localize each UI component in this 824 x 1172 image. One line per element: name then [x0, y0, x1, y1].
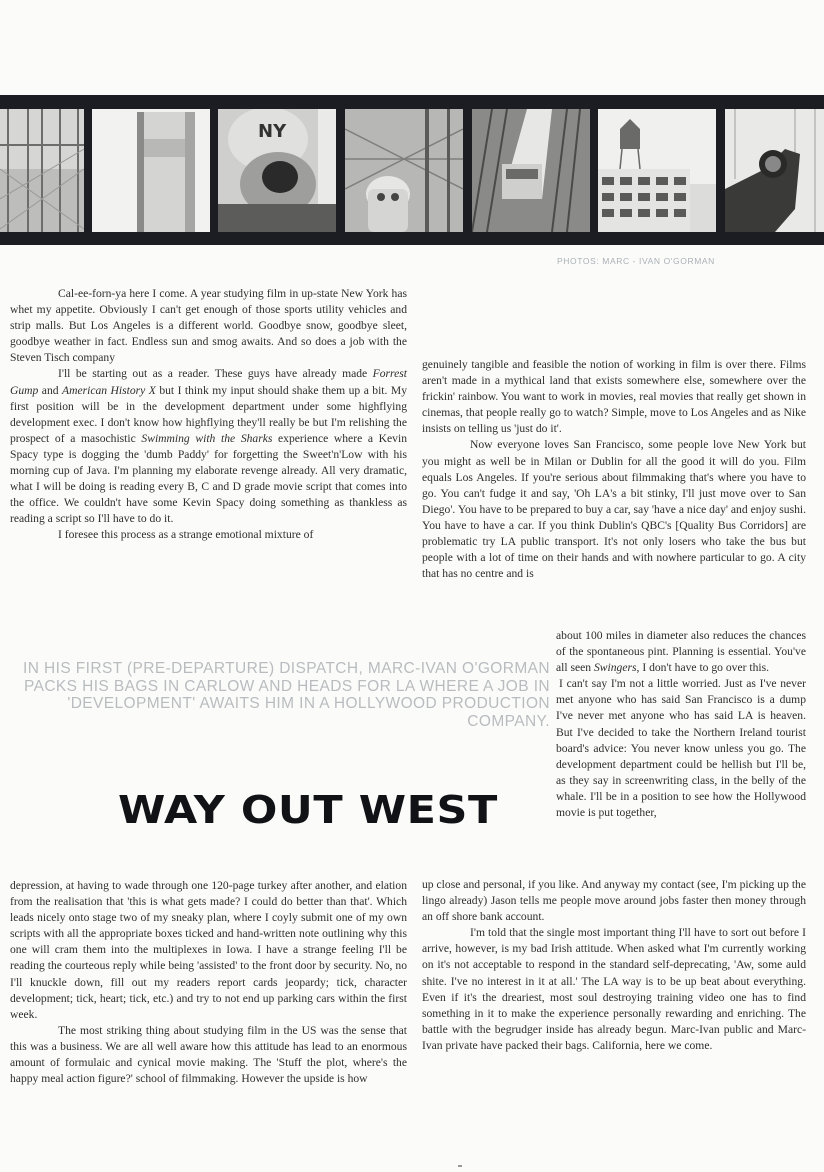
paragraph-tangible: genuinely tangible and feasible the notion of working in film is over there. Films aren't made in a mythical land that exists somewhere else, somewhere over the frickin' rainbow. You want to work in movies, real movies that really get shown in cinemas, that people really go to watch? Simple, move to Los Angeles and as Nike insists on telling us 'just do it'.: [422, 358, 806, 436]
photo-hand-camera-image: [725, 109, 824, 232]
article-column-left-lower: [10, 878, 407, 1087]
photo-frame-binoculars: [345, 109, 463, 232]
photo-window-grille-image: [0, 109, 84, 232]
article-standfirst: IN HIS FIRST (PRE-DEPARTURE) DISPATCH, MARC-IVAN O'GORMAN PACKS HIS BAGS IN CARLOW AND HEADS FOR LA WHERE A JOB IN 'DEVELOPMENT' AWAITS HIM IN A HOLLYWOOD PRODUCTION COMPANY.: [23, 660, 550, 730]
photo-frame-window-grille: [0, 109, 84, 232]
photo-binoculars-image: [345, 109, 463, 232]
article-column-right-lower: [422, 877, 806, 1054]
photo-frame-hand-camera: [725, 109, 824, 232]
photo-credit: PHOTOS: MARC - IVAN O'GORMAN: [557, 256, 715, 266]
paragraph-close-personal: up close and personal, if you like. And anyway my contact (see, I'm picking up the lingo already) Jason tells me people move around jobs faster then money through an off shore bank account.: [422, 878, 806, 924]
paragraph-reader-job: I'll be starting out as a reader. These guys have already made Forrest Gump and American History X but I think my input should shake them up a bit. My first position will be in the development department under some highflying development exec. I don't know how highflying they'll really be but I'm relishing the prospect of a masochistic Swimming with the Sharks experience where a Kevin Spacy type is dogging the 'dumb Paddy' for forgetting the Sweet'n'Low with his morning cup of Java. I'm planning my elaborate revenge already. All very dramatic, what I will be doing is reading every B, C and D grade movie script that comes into the office. We couldn't have some Kevin Spacy doing something as thankless as reading a script so I'll have to do it.: [10, 367, 407, 526]
photo-frame-water-tower: [598, 109, 716, 232]
paragraph-san-francisco: Now everyone loves San Francisco, some people love New York but you might as well be in Milan or Dublin for all the good it will do you. Film equals Los Angeles. If you're serious about filmmaking that's where you have to go. You can't fudge it and say, 'Oh LA's a bit stinky, I'll just move over to San Diego'. You have to be prepared to buy a car, say 'have a nice day' and enjoy sushi. You have to have a car. If you think Dublin's QBC's [Quality Bus Corridors] are problematic try LA public transport. It's not only losers who take the bus but people with a lot of time on their hands and with nowhere particular to go. A city that has no centre and is: [422, 438, 806, 581]
photo-elevated-train-image: [472, 109, 590, 232]
paragraph-foresee: I foresee this process as a strange emotional mixture of: [58, 528, 314, 542]
photo-frame-photographer-cap: [218, 109, 336, 232]
paragraph-depression: depression, at having to wade through one 120-page turkey after another, and elation from the realisation that 'this is what gets made? I could do better than that'. Which leads nicely onto stage two of my sneaky plan, where I coyly submit one of my own scripts with all the appropriate boxes ticked and hand-written note outlining why this one will cram them into the multiplexes in Iowa. I have a strange feeling I'll be reading the courteous reply while being 'assisted' to the front door by security. No, no I'll knuckle down, fill out my readers report cards jeopardy; tick, character development; tick, heart; tick, etc.) and try to not end up parking cars within the first week.: [10, 879, 407, 1021]
svg-text:NY: NY: [258, 121, 287, 142]
article-column-right-narrow: [556, 628, 806, 821]
photo-photographer-cap-image: [218, 109, 336, 232]
photo-frame-frosted-window: [92, 109, 210, 232]
paragraph-business: The most striking thing about studying film in the US was the sense that this was a business. We are all well aware how this attitude has lead to an enormous amount of formulaic and cynical movie making. The 'Stuff the plot, where's the happy meal action figure?' school of filmmaking. However the upside is how: [10, 1023, 407, 1086]
photo-frame-elevated-train: [472, 109, 590, 232]
article-headline: WAY OUT WEST: [118, 788, 498, 832]
film-title: Forrest Gump: [10, 367, 407, 397]
film-title: Swimming with the Sharks: [141, 431, 273, 445]
photo-water-tower-image: [598, 109, 716, 232]
photo-frosted-window-image: [92, 109, 210, 232]
article-column-right-upper: [422, 357, 806, 582]
film-title: Swingers: [594, 661, 637, 675]
article-column-left-upper: [10, 286, 407, 544]
paragraph-irish-attitude: I'm told that the single most important thing I'll have to sort out before I arrive, however, is my bad Irish attitude. When asked what I'm currently working on it's not acceptable to respond in the standard self-deprecating, 'Aw, some auld shite. I've no interest in it at all.' The LA way is to be up beat about everything. Even if it's the dreariest, most soul destroying training video one has to find something in it to make the experience personally rewarding and enriching. The battle with the begrudger inside has already begun. Marc-Ivan public and Marc-Ivan private have packed their bags. California, here we come.: [422, 926, 806, 1052]
page-mark: [458, 1165, 462, 1167]
paragraph-worried: I can't say I'm not a little worried. Just as I've never met anyone who has said San Francisco is a dump I've never met anyone who has said LA is heaven. But I've decided to take the Northern Ireland tourist board's advice: You never know unless you go. The development department could be hellish but I'll be, as they say in screenwriting class, in the belly of the whale. I'll be in a position to see how the Hollywood movie is put together,: [556, 677, 806, 820]
paragraph-city-continued: about 100 miles in diameter also reduces the chances of the spontaneous pint. Planning is essential. You've all seen Swingers, I don't have to go over this.: [556, 629, 806, 675]
photo-filmstrip: [0, 95, 824, 245]
paragraph-intro: Cal-ee-forn-ya here I come. A year studying film in up-state New York has whet my appetite. Obviously I can't get enough of those sports utility vehicles and strip malls. But Los Angeles is a different world. Goodbye snow, goodbye sleet, goodbye weather in fact. Endless sun and smog awaits. And so does a job with the Steven Tisch company: [10, 287, 407, 365]
film-title: American History X: [62, 383, 156, 397]
